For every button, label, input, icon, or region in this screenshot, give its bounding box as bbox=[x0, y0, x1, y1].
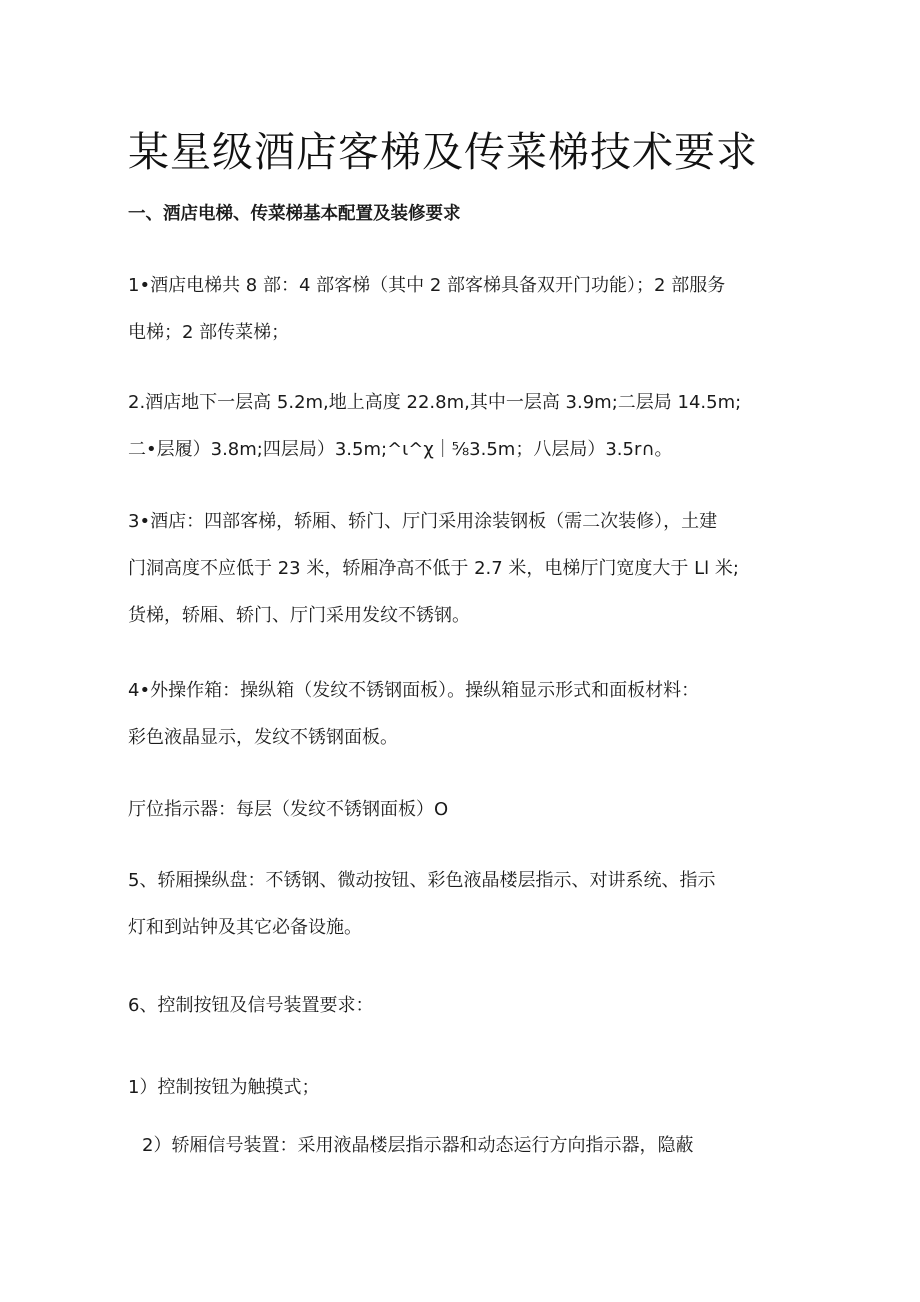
paragraph-elevator-count bbox=[128, 262, 808, 356]
paragraph-line: 电梯；2 部传菜梯； bbox=[128, 322, 290, 343]
paragraph-car-signals bbox=[128, 1122, 808, 1169]
paragraph-line: 3•酒店：四部客梯，轿厢、轿门、厅门采用涂装钢板（需二次装修），土建 bbox=[128, 511, 718, 532]
paragraph-line: 1•酒店电梯共 8 部：4 部客梯（其中 2 部客梯具备双开门功能）；2 部服务 bbox=[128, 275, 726, 296]
paragraph-line: 二•层履）3.8m;四层局）3.5m;^ι^χ｜⅝3.5m；八层局）3.5r∩。 bbox=[128, 439, 673, 460]
section-heading: 一、酒店电梯、传菜梯基本配置及装修要求 bbox=[128, 204, 461, 224]
paragraph-floor-heights bbox=[128, 379, 808, 473]
paragraph-line: 5、轿厢操纵盘：不锈钢、微动按钮、彩色液晶楼层指示、对讲系统、指示 bbox=[128, 870, 716, 891]
paragraph-line: 彩色液晶显示，发纹不锈钢面板。 bbox=[128, 727, 398, 748]
paragraph-line: 厅位指示器：每层（发纹不锈钢面板）O bbox=[128, 799, 449, 820]
paragraph-car-panel bbox=[128, 857, 808, 951]
paragraph-touch-buttons bbox=[128, 1064, 808, 1111]
paragraph-line: 灯和到站钟及其它必备设施。 bbox=[128, 917, 362, 938]
paragraph-line: 6、控制按钮及信号装置要求： bbox=[128, 995, 374, 1016]
paragraph-line: 1）控制按钮为触摸式； bbox=[128, 1077, 320, 1098]
paragraph-line: 2）轿厢信号装置：采用液晶楼层指示器和动态运行方向指示器，隐蔽 bbox=[142, 1135, 694, 1156]
paragraph-hall-indicator bbox=[128, 786, 808, 833]
paragraph-line: 货梯，轿厢、轿门、厅门采用发纹不锈钢。 bbox=[128, 605, 470, 626]
document-title: 某星级酒店客梯及传菜梯技术要求 bbox=[128, 128, 758, 176]
paragraph-line: 4•外操作箱：操纵箱（发纹不锈钢面板）。操纵箱显示形式和面板材料： bbox=[128, 680, 700, 701]
paragraph-operation-box bbox=[128, 667, 808, 761]
paragraph-line: 门洞高度不应低于 23 米，轿厢净高不低于 2.7 米，电梯厅门宽度大于 Ll 米; bbox=[128, 558, 739, 579]
paragraph-car-finish bbox=[128, 498, 808, 639]
paragraph-control-buttons bbox=[128, 982, 808, 1029]
paragraph-line: 2.酒店地下一层高 5.2m,地上高度 22.8m,其中一层高 3.9m;二层局 14.5m; bbox=[128, 392, 742, 413]
